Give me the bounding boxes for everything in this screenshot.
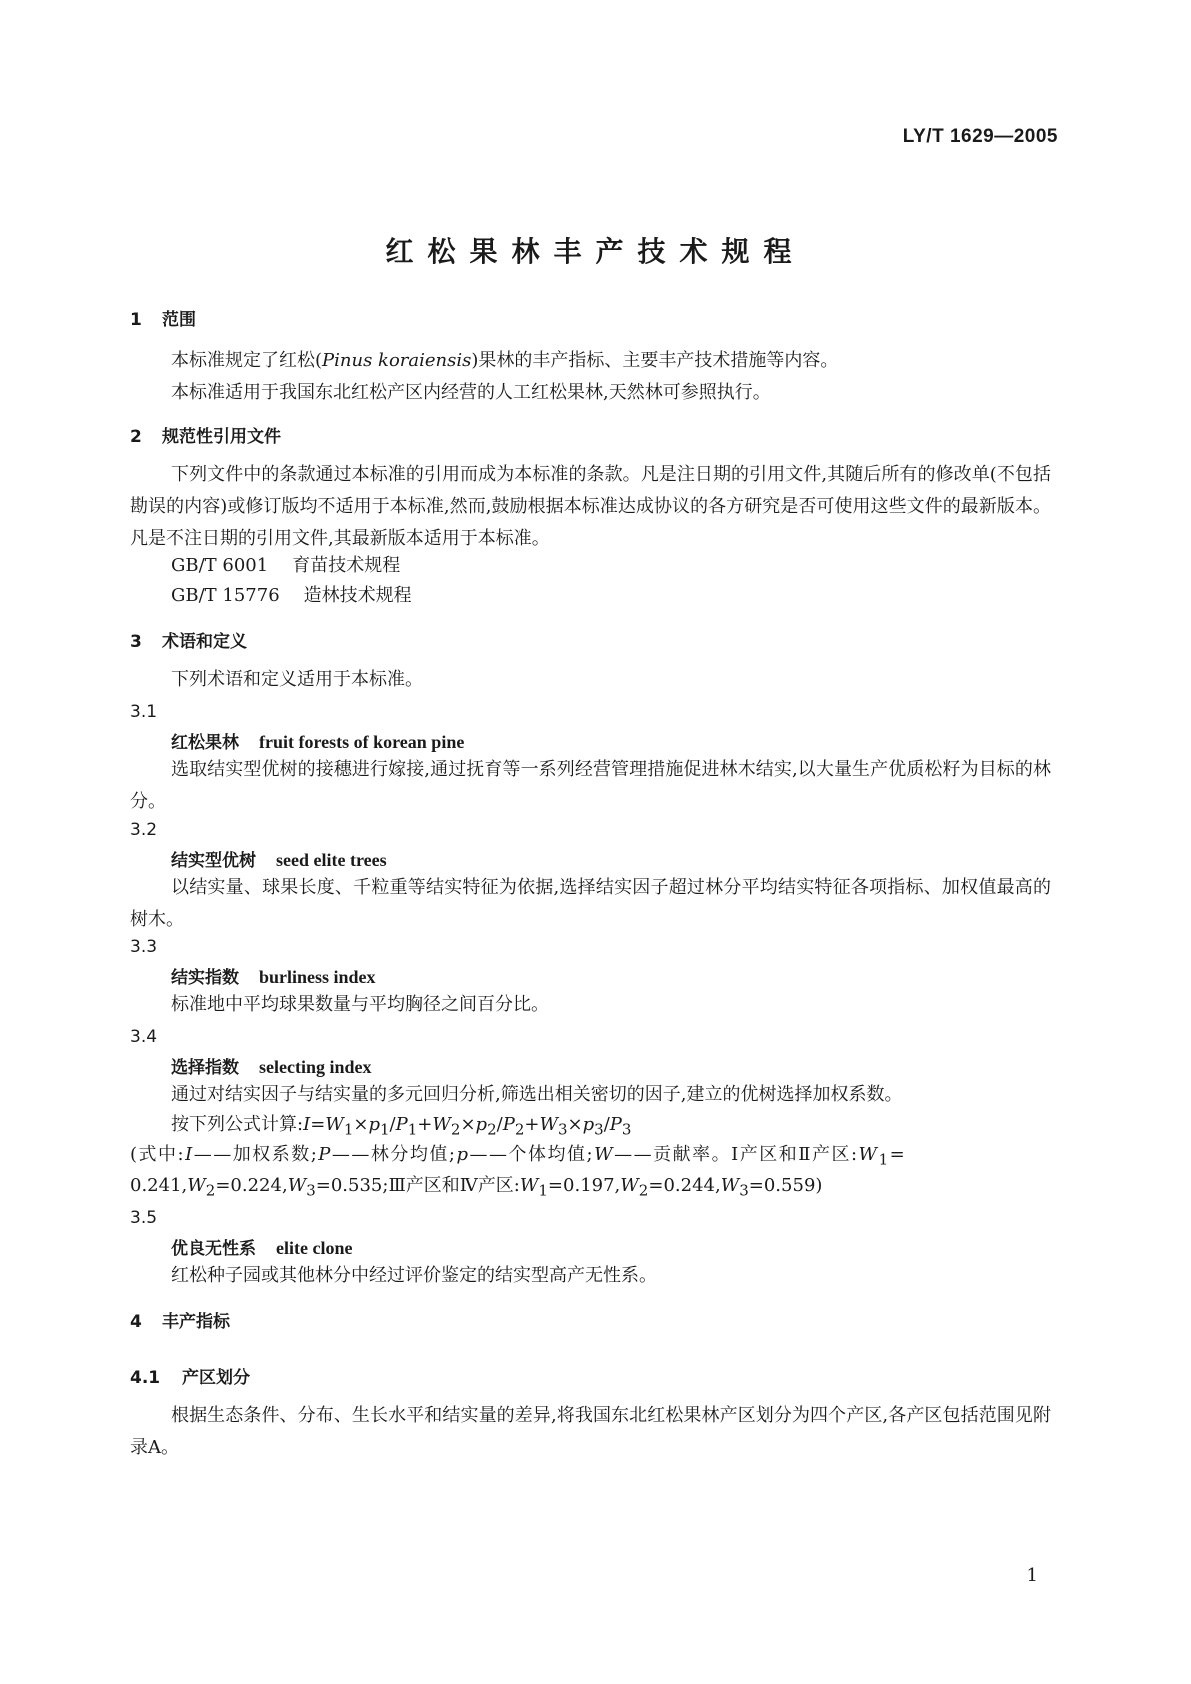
term-zh: 红松果林: [171, 733, 239, 753]
term-definition: 选取结实型优树的接穗进行嫁接,通过抚育等一系列经营管理措施促进林木结实,以大量生产优质松籽为目标的林分。: [130, 759, 1051, 812]
term-en: fruit forests of korean pine: [259, 732, 465, 752]
section-number: 2: [130, 427, 142, 447]
term-en: seed elite trees: [276, 850, 387, 870]
term-heading: [171, 846, 387, 871]
latin-name: Pinus koraiensis: [322, 350, 472, 371]
term-zh: 结实型优树: [171, 851, 256, 871]
term-number: 3.3: [130, 937, 158, 957]
term-number: 3.5: [130, 1208, 158, 1228]
weight-value: 0.224: [230, 1175, 282, 1196]
weight-value: 0.244: [663, 1175, 715, 1196]
section-4-heading: [130, 1307, 230, 1332]
section-1-paragraph-1: [171, 345, 838, 377]
term-definition: 红松种子园或其他林分中经过评价鉴定的结实型高产无性系。: [171, 1265, 657, 1286]
section-number: 4.1: [130, 1368, 161, 1388]
reference-item: [171, 580, 412, 612]
text-run: )果林的丰产指标、主要丰产技术措施等内容。: [471, 350, 839, 371]
subsection-4-1-paragraph: 根据生态条件、分布、生长水平和结实量的差异,将我国东北红松果林产区划分为四个产区,各产区包括范围见附录A。: [130, 1405, 1051, 1458]
text-run: ——加权系数;: [193, 1144, 319, 1165]
section-title: 产区划分: [182, 1368, 250, 1388]
section-title: 术语和定义: [162, 632, 247, 652]
weight-value: 0.197: [563, 1175, 615, 1196]
term-definition: 通过对结实因子与结实量的多元回归分析,筛选出相关密切的因子,建立的优树选择加权系数。: [171, 1084, 903, 1105]
term-number: 3.1: [130, 702, 158, 722]
reference-code: GB/T 15776: [171, 585, 280, 606]
term-heading: [171, 1053, 372, 1078]
term-definition: 以结实量、球果长度、千粒重等结实特征为依据,选择结实因子超过林分平均结实特征各项指标、加权值最高的树木。: [130, 877, 1051, 930]
document-title: 红松果林丰产技术规程: [385, 235, 806, 268]
term-en: burliness index: [259, 967, 376, 987]
section-number: 1: [130, 310, 142, 330]
term-heading: [171, 963, 376, 988]
text-run: ——个体均值;: [469, 1144, 595, 1165]
term-number: 3.2: [130, 820, 158, 840]
section-title: 丰产指标: [162, 1312, 230, 1332]
weight-value: 0.535: [330, 1175, 383, 1196]
text-run: 本标准规定了红松(: [171, 350, 323, 371]
section-1-heading: [130, 305, 196, 330]
reference-name: 造林技术规程: [303, 585, 412, 606]
text-run: ——林分均值;: [331, 1144, 457, 1165]
page-number: 1: [1026, 1565, 1038, 1586]
term-heading: [171, 1234, 352, 1259]
section-number: 3: [130, 632, 142, 652]
formula-label: 按下列公式计算:: [171, 1114, 304, 1135]
term-number: 3.4: [130, 1027, 158, 1047]
term-heading: [171, 728, 464, 753]
weight-value: 0.241: [130, 1175, 182, 1196]
reference-name: 育苗技术规程: [292, 555, 401, 576]
section-3-heading: [130, 627, 247, 652]
formula-note-line-1: (式中:I——加权系数;P——林分均值;p——个体均值;W——贡献率。Ⅰ产区和Ⅱ产区$:W_1=$: [130, 1144, 907, 1169]
formula: $I=W_1\times p_1/P_1+W_2\times p_2/P_2+W_3\times p_3/P_3$: [303, 1114, 632, 1139]
term-definition: 标准地中平均球果数量与平均胸径之间百分比。: [171, 994, 549, 1015]
section-2-paragraph: 下列文件中的条款通过本标准的引用而成为本标准的条款。凡是注日期的引用文件,其随后所有的修改单(不包括勘误的内容)或修订版均不适用于本标准,然而,鼓励根据本标准达成协议的各方研究是否可使用这些文件的最新版本。凡是不注日期的引用文件,其最新版本适用于本标准。: [130, 464, 1051, 549]
section-title: 规范性引用文件: [162, 427, 281, 447]
section-1-paragraph-2: 本标准适用于我国东北红松产区内经营的人工红松果林,天然林可参照执行。: [171, 382, 771, 403]
formula-note-line-2: $0.241,W_2=0.224,W_3=0.535;Ⅲ$产区和Ⅳ产区$:W_1=0.197,W_2=0.244,W_3=0.559$): [130, 1175, 823, 1200]
subsection-4-1-heading: [130, 1363, 250, 1388]
reference-item: [171, 550, 400, 582]
standard-number: LY/T 1629—2005: [902, 126, 1058, 147]
text-run: ;Ⅲ产区和Ⅳ产区:: [382, 1175, 520, 1196]
weight-value: 0.559: [763, 1175, 816, 1196]
section-3-intro: 下列术语和定义适用于本标准。: [171, 669, 423, 690]
term-zh: 优良无性系: [171, 1239, 256, 1259]
term-en: selecting index: [259, 1057, 372, 1077]
term-zh: 结实指数: [171, 968, 239, 988]
term-en: elite clone: [276, 1238, 353, 1258]
section-number: 4: [130, 1312, 142, 1332]
section-title: 范围: [162, 310, 196, 330]
text-run: (式中:: [130, 1144, 186, 1165]
text-run: ——贡献率。Ⅰ产区和Ⅱ产区:: [614, 1144, 859, 1165]
term-zh: 选择指数: [171, 1058, 239, 1078]
reference-code: GB/T 6001: [171, 555, 269, 576]
section-2-heading: [130, 422, 281, 447]
